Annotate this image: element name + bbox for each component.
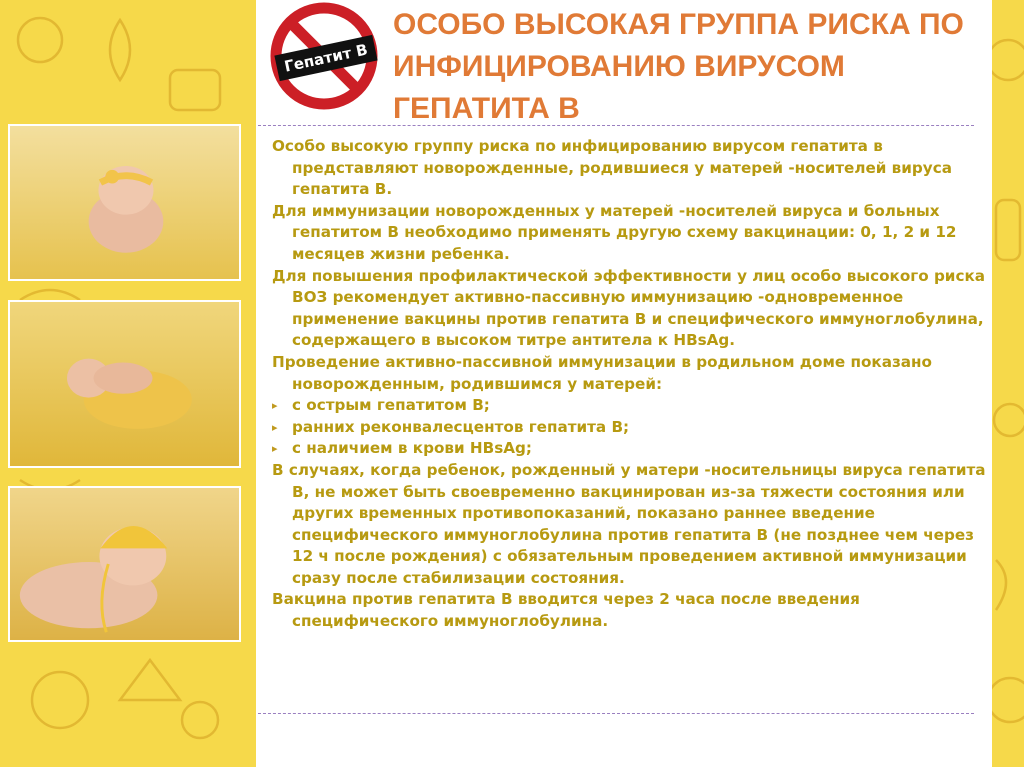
bullet-arrow-icon: ▸ [272,442,278,456]
list-item [272,417,992,439]
sleeping-baby-in-blanket-photo [8,300,241,468]
paragraph-vaccination-scheme: Для иммунизации новорожденных у матерей -носителей вируса и больных гепатитом В необходимо применять другую схему вакцинации: 0, 1, 2 и 12 месяцев жизни ребенка. [272,201,957,263]
paragraph-who-recommendation: Для повышения профилактической эффективности у лиц особо высокого риска ВОЗ рекомендует активно-пассивную иммунизацию -одновременное применение вакцины против гепатита В и специфического иммуноглобулина, содержащего в высоком титре антитела к HBsAg. [272,266,986,350]
bullet-arrow-icon: ▸ [272,399,278,413]
list-item [272,438,992,460]
paragraph-risk-group: Особо высокую группу риска по инфицированию вирусом гепатита в представляют новорожденные, родившиеся у матерей -носителей вируса гепатита В. [272,137,952,199]
divider-bottom [258,713,974,714]
sign-label: Гепатит В [274,35,377,81]
baby-with-headband-photo [8,124,241,281]
page-title: ОСОБО ВЫСОКАЯ ГРУППА РИСКА ПО ИНФИЦИРОВАНИЮ ВИРУСОМ ГЕПАТИТА В [393,8,964,125]
list-item [272,395,992,417]
paragraph-maternity-immunization: Проведение активно-пассивной иммунизации в родильном доме показано новорожденным, родившимся у матерей: [272,352,932,393]
paragraph-delayed-vaccination: В случаях, когда ребенок, рожденный у матери -носительницы вируса гепатита В, не может быть своевременно вакцинирован из-за тяжести состояния или других временных противопоказаний, показано раннее введение специфического иммуноглобулина против гепатита В (не позднее чем через 12 ч после рождения) с обязательным проведением активной иммунизации сразу после стабилизации состояния. [272,460,986,587]
baby-in-knit-hat-photo [8,486,241,642]
list-item-label: с наличием в крови HBsAg; [292,439,532,458]
body-text [272,136,992,633]
bullet-arrow-icon: ▸ [272,420,278,434]
divider-top [258,125,974,126]
list-item-label: с острым гепатитом В; [292,396,490,415]
paragraph-vaccine-timing: Вакцина против гепатита В вводится через 2 часа после введения специфического иммуноглобулина. [272,590,860,631]
list-item-label: ранних реконвалесцентов гепатита В; [292,417,630,436]
